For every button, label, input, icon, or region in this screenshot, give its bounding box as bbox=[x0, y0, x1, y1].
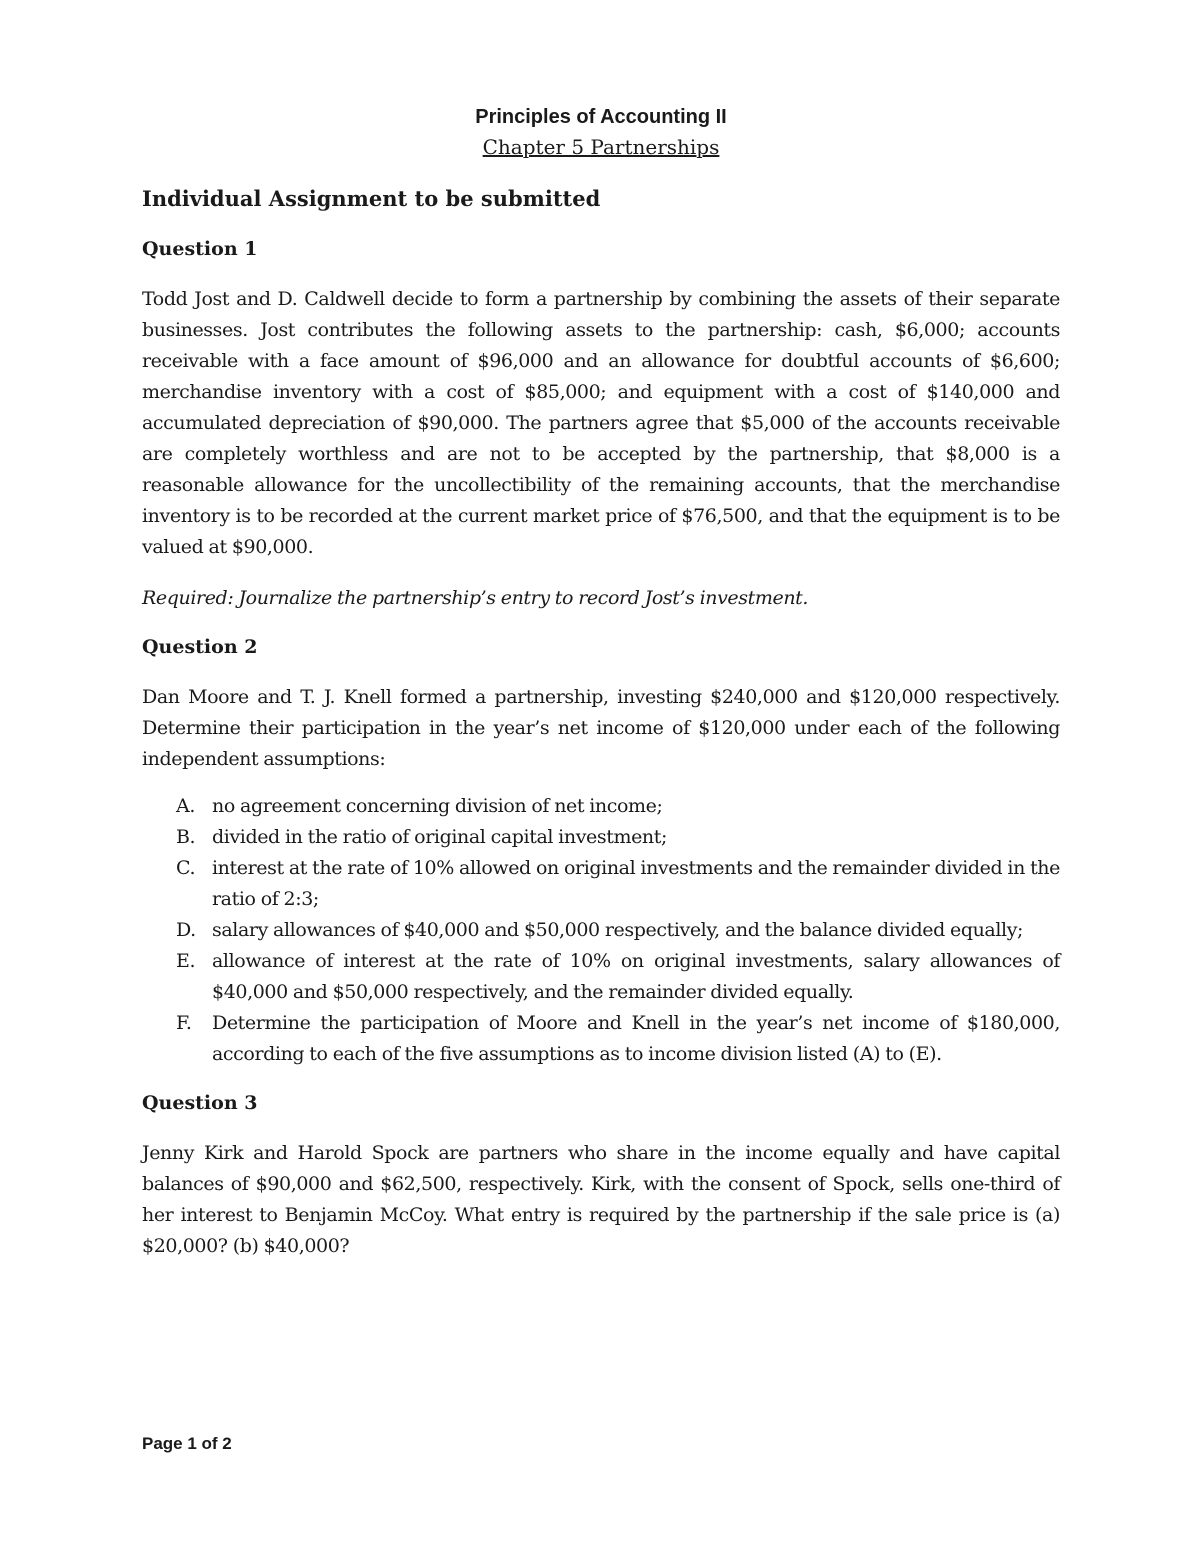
question-2-body: Dan Moore and T. J. Knell formed a partnership, investing $240,000 and $120,000 respectively. Determine their participation in the year’s net income of $120,000 under each of the following independent assumptions: bbox=[142, 686, 1060, 770]
chapter-title: Chapter 5 Partnerships bbox=[482, 135, 720, 159]
list-marker: C. bbox=[176, 857, 196, 879]
list-item bbox=[142, 1008, 1060, 1070]
list-item-text: no agreement concerning division of net income; bbox=[212, 795, 663, 817]
list-item-text: allowance of interest at the rate of 10% on original investments, salary allowances of $40,000 and $50,000 respectively, and the remainder divided equally. bbox=[212, 950, 1060, 1003]
question-3-body: Jenny Kirk and Harold Spock are partners who share in the income equally and have capital balances of $90,000 and $62,500, respectively. Kirk, with the consent of Spock, sells one-third of her interest to Benjamin McCoy. What entry is required by the partnership if the sale price is (a) $20,000? (b) $40,000? bbox=[142, 1142, 1060, 1257]
list-item-text: interest at the rate of 10% allowed on original investments and the remainder divided in the ratio of 2:3; bbox=[212, 857, 1060, 910]
list-marker: B. bbox=[176, 826, 196, 848]
question-1-required: Required: Journalize the partnership’s entry to record Jost’s investment. bbox=[142, 587, 809, 609]
question-2-heading: Question 2 bbox=[142, 636, 258, 658]
list-item bbox=[142, 791, 1060, 822]
list-item bbox=[142, 915, 1060, 946]
question-1-heading: Question 1 bbox=[142, 238, 258, 260]
document-page bbox=[142, 92, 1060, 1262]
list-item bbox=[142, 946, 1060, 1008]
list-item-text: Determine the participation of Moore and Knell in the year’s net income of $180,000, according to each of the five assumptions as to income division listed (A) to (E). bbox=[212, 1012, 1060, 1065]
list-marker: A. bbox=[176, 795, 195, 817]
question-2-list bbox=[142, 791, 1060, 1070]
list-item bbox=[142, 853, 1060, 915]
question-1-body: Todd Jost and D. Caldwell decide to form a partnership by combining the assets of their separate businesses. Jost contributes the following assets to the partnership: cash, $6,000; accounts receivable with a face amount of $96,000 and an allowance for doubtful accounts of $6,600; merchandise inventory with a cost of $85,000; and equipment with a cost of $140,000 and accumulated depreciation of $90,000. The partners agree that $5,000 of the accounts receivable are completely worthless and are not to be accepted by the partnership, that $8,000 is a reasonable allowance for the uncollectibility of the remaining accounts, that the merchandise inventory is to be recorded at the current market price of $76,500, and that the equipment is to be valued at $90,000. bbox=[142, 288, 1060, 558]
page-number: Page 1 of 2 bbox=[142, 1434, 232, 1453]
list-marker: F. bbox=[176, 1012, 192, 1034]
assignment-heading: Individual Assignment to be submitted bbox=[142, 186, 601, 211]
list-marker: E. bbox=[176, 950, 196, 972]
document-title: Principles of Accounting II bbox=[475, 106, 727, 128]
list-item-text: salary allowances of $40,000 and $50,000 respectively, and the balance divided equally; bbox=[212, 919, 1024, 941]
list-marker: D. bbox=[176, 919, 196, 941]
list-item-text: divided in the ratio of original capital investment; bbox=[212, 826, 667, 848]
question-3-heading: Question 3 bbox=[142, 1092, 258, 1114]
list-item bbox=[142, 822, 1060, 853]
